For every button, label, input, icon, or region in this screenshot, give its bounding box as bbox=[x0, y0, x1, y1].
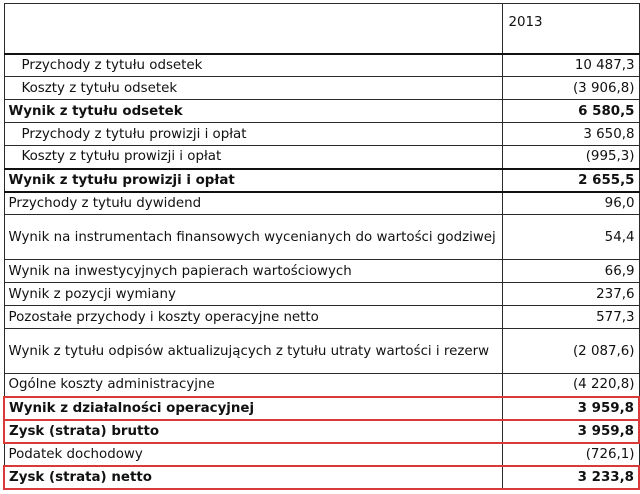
table-header-row bbox=[4, 4, 639, 54]
row-value: 54,4 bbox=[502, 215, 639, 260]
table-row-highlighted bbox=[4, 397, 639, 420]
row-label: Koszty z tytułu odsetek bbox=[4, 77, 502, 100]
row-value: 10 487,3 bbox=[502, 54, 639, 77]
table-row-highlighted bbox=[4, 466, 639, 489]
row-label: Ogólne koszty administracyjne bbox=[4, 374, 502, 397]
row-label: Zysk (strata) brutto bbox=[4, 420, 502, 443]
row-value: 3 959,8 bbox=[502, 420, 639, 443]
row-value: 66,9 bbox=[502, 260, 639, 283]
table-row bbox=[4, 77, 639, 100]
row-label: Wynik z tytułu prowizji i opłat bbox=[4, 169, 502, 192]
row-label: Wynik na inwestycyjnych papierach wartościowych bbox=[4, 260, 502, 283]
row-value: (726,1) bbox=[502, 443, 639, 466]
row-value: (995,3) bbox=[502, 146, 639, 169]
row-value: 2 655,5 bbox=[502, 169, 639, 192]
row-label: Wynik z tytułu odsetek bbox=[4, 100, 502, 123]
row-label: Pozostałe przychody i koszty operacyjne netto bbox=[4, 306, 502, 329]
row-label: Przychody z tytułu dywidend bbox=[4, 192, 502, 215]
row-value: (2 087,6) bbox=[502, 329, 639, 374]
table-row bbox=[4, 54, 639, 77]
table-row-subtotal bbox=[4, 100, 639, 123]
row-value: 3 959,8 bbox=[502, 397, 639, 420]
row-value: 3 650,8 bbox=[502, 123, 639, 146]
table-row bbox=[4, 123, 639, 146]
table-row bbox=[4, 374, 639, 397]
table-row bbox=[4, 283, 639, 306]
row-label: Wynik z działalności operacyjnej bbox=[4, 397, 502, 420]
row-value: 237,6 bbox=[502, 283, 639, 306]
row-label: Zysk (strata) netto bbox=[4, 466, 502, 489]
row-value: (3 906,8) bbox=[502, 77, 639, 100]
table-row bbox=[4, 306, 639, 329]
row-value: 3 233,8 bbox=[502, 466, 639, 489]
row-label: Koszty z tytułu prowizji i opłat bbox=[4, 146, 502, 169]
row-label: Przychody z tytułu odsetek bbox=[4, 54, 502, 77]
table-row bbox=[4, 443, 639, 466]
row-label: Przychody z tytułu prowizji i opłat bbox=[4, 123, 502, 146]
row-value: 577,3 bbox=[502, 306, 639, 329]
row-label: Podatek dochodowy bbox=[4, 443, 502, 466]
table-row-subtotal bbox=[4, 169, 639, 192]
row-label: Wynik z tytułu odpisów aktualizujących z tytułu utraty wartości i rezerw bbox=[4, 329, 502, 374]
label-column-header bbox=[4, 4, 502, 54]
row-label: Wynik na instrumentach finansowych wycenianych do wartości godziwej bbox=[4, 215, 502, 260]
table-row bbox=[4, 146, 639, 169]
year-column-header: 2013 bbox=[502, 4, 639, 54]
table-row bbox=[4, 329, 639, 374]
financial-results-table bbox=[3, 3, 640, 490]
table-row bbox=[4, 215, 639, 260]
row-label: Wynik z pozycji wymiany bbox=[4, 283, 502, 306]
row-value: (4 220,8) bbox=[502, 374, 639, 397]
row-value: 6 580,5 bbox=[502, 100, 639, 123]
row-value: 96,0 bbox=[502, 192, 639, 215]
table-row-highlighted bbox=[4, 420, 639, 443]
table-row bbox=[4, 192, 639, 215]
table-row bbox=[4, 260, 639, 283]
